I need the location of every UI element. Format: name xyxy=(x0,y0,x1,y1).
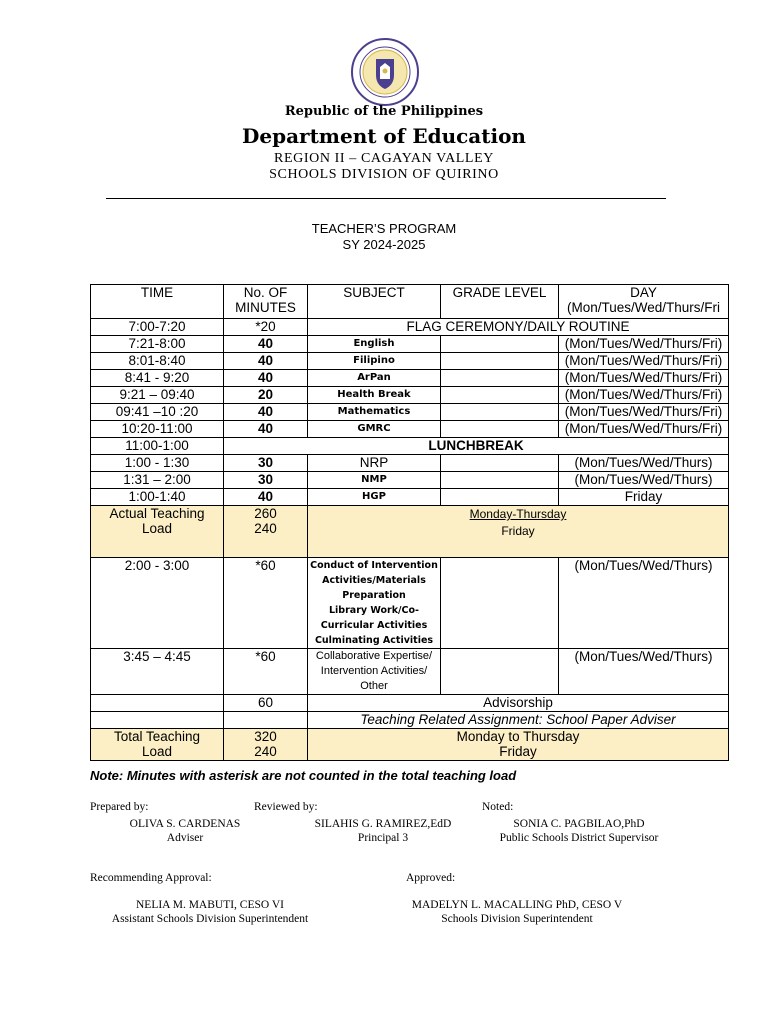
reviewed-block: SILAHIS G. RAMIREZ,EdD Principal 3 xyxy=(314,818,452,844)
school-year: SY 2024-2025 xyxy=(342,237,426,252)
table-row: 11:00-1:00 LUNCHBREAK xyxy=(91,438,729,455)
total-load-row: Total Teaching Load 320 240 Monday to Thursday Friday xyxy=(91,729,729,761)
table-row: 7:00-7:20 *20 FLAG CEREMONY/DAILY ROUTINE xyxy=(91,319,729,336)
header-divider xyxy=(106,198,666,199)
prepared-label: Prepared by: xyxy=(90,801,149,813)
table-header-row xyxy=(91,285,729,319)
approved-block: MADELYN L. MACALLING PhD, CESO V Schools Division Superintendent xyxy=(411,899,623,925)
approved-label: Approved: xyxy=(406,872,456,884)
recommending-block: NELIA M. MABUTI, CESO VI Assistant Schools Division Superintendent xyxy=(111,899,309,925)
table-row: 1:00-1:40 40 HGP Friday xyxy=(91,489,729,506)
table-row: 09:41 –10 :20 40 Mathematics (Mon/Tues/Wed/Thurs/Fri) xyxy=(91,404,729,421)
header-division: SCHOOLS DIVISION OF QUIRINO xyxy=(269,167,499,182)
header-time: TIME xyxy=(91,285,224,319)
table-row: 9:21 – 09:40 20 Health Break (Mon/Tues/Wed/Thurs/Fri) xyxy=(91,387,729,404)
header-department: Department of Education xyxy=(242,124,526,148)
document-title: TEACHER’S PROGRAM xyxy=(311,221,457,236)
advisory-row: 60 Advisorship xyxy=(91,695,729,712)
table-row: 1:00 - 1:30 30 NRP (Mon/Tues/Wed/Thurs) xyxy=(91,455,729,472)
actual-load-row: Actual Teaching Load 260 240 Monday-Thursday Friday xyxy=(91,506,729,558)
noted-label: Noted: xyxy=(482,801,514,813)
recommending-label: Recommending Approval: xyxy=(90,872,212,884)
collab-row: 3:45 – 4:45 *60 Collaborative Expertise/ Intervention Activities/ Other (Mon/Tues/Wed/Thurs) xyxy=(91,649,729,695)
table-row: 7:21-8:00 40 English (Mon/Tues/Wed/Thurs/Fri) xyxy=(91,336,729,353)
note-text: Note: Minutes with asterisk are not counted in the total teaching load xyxy=(90,768,517,783)
deped-seal xyxy=(350,37,420,107)
prepared-block: OLIVA S. CARDENAS Adviser xyxy=(129,818,241,844)
related-row: Teaching Related Assignment: School Paper Adviser xyxy=(91,712,729,729)
schedule-table xyxy=(90,284,729,761)
header-subject: SUBJECT xyxy=(308,285,441,319)
table-row: 10:20-11:00 40 GMRC (Mon/Tues/Wed/Thurs/Fri) xyxy=(91,421,729,438)
header-day: DAY (Mon/Tues/Wed/Thurs/Fri xyxy=(559,285,729,319)
table-row: 8:01-8:40 40 Filipino (Mon/Tues/Wed/Thurs/Fri) xyxy=(91,353,729,370)
header-grade: GRADE LEVEL xyxy=(441,285,559,319)
header-region: REGION II – CAGAYAN VALLEY xyxy=(274,151,494,166)
table-row: 1:31 – 2:00 30 NMP (Mon/Tues/Wed/Thurs) xyxy=(91,472,729,489)
reviewed-label: Reviewed by: xyxy=(254,801,318,813)
noted-block: SONIA C. PAGBILAO,PhD Public Schools District Supervisor xyxy=(499,818,659,844)
intervention-row: 2:00 - 3:00 *60 Conduct of Intervention Activities/Materials Preparation Library Work/Co- Curricular Activities Culminating Activities (Mon/Tues/Wed/Thurs) xyxy=(91,558,729,649)
header-republic: Republic of the Philippines xyxy=(284,104,484,119)
header-minutes: No. OF MINUTES xyxy=(224,285,308,319)
table-row: 8:41 - 9:20 40 ArPan (Mon/Tues/Wed/Thurs/Fri) xyxy=(91,370,729,387)
